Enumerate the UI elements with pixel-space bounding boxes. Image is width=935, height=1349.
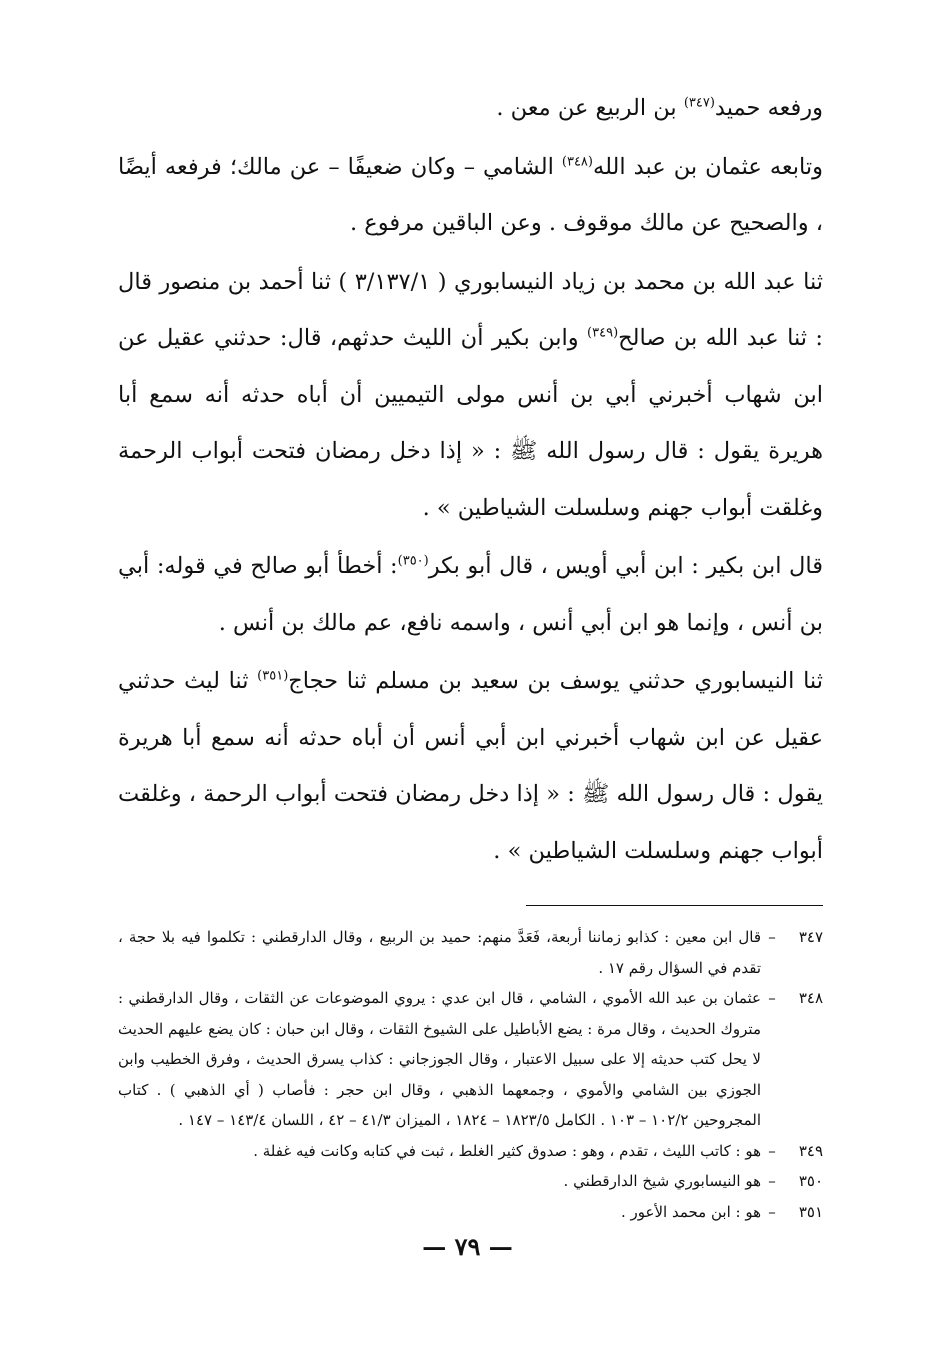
- footnote-ref: (٣٥٠): [397, 553, 429, 569]
- paragraph-text: قال ابن بكير : ابن أبي أويس ، قال أبو بكر: [428, 553, 823, 579]
- paragraph: [118, 254, 823, 537]
- footnote: [118, 1136, 823, 1167]
- footnote-ref: (٣٤٨): [561, 154, 593, 169]
- paragraph-text: ثنا عبد الله بن محمد بن زياد النيسابوري ( ٣/١٣٧/١ ) ثنا أحمد بن منصور قال : ثنا عبد الله بن صالح: [118, 268, 824, 351]
- page-number: — ٧٩ —: [422, 1232, 513, 1261]
- footnote: [118, 983, 823, 1136]
- paragraph: [118, 80, 823, 137]
- main-text: [118, 80, 823, 879]
- footnote-text: هو : كاتب الليث ، تقدم ، وهو : صدوق كثير الغلط ، ثبت في كتابه وكانت فيه غفلة .: [253, 1141, 761, 1160]
- footnote-ref: (٣٤٧): [683, 95, 715, 111]
- paragraph: [118, 653, 823, 879]
- footnote-number: ٣٤٨: [798, 989, 823, 1007]
- footnote-text: قال ابن معين : كذابو زماننا أربعة، فَعَدَّ منهم: حميد بن الربيع ، وقال الدارقطني : تكلموا فيه بلا حجة ، تقدم في السؤال رقم ١٧ .: [118, 928, 761, 977]
- footnote-number: ٣٥٠: [798, 1172, 823, 1190]
- paragraph-text: ثنا ليث حدثني عقيل عن ابن شهاب أخبرني ابن أبي أنس أن أباه حدثه أنه سمع أبا هريرة يقول : قال رسول الله ﷺ : « إذا دخل رمضان فتحت أبواب الرحمة ، وغلقت أبواب جهنم وسلسلت الشياطين » .: [118, 668, 823, 864]
- footnote-dash: –: [768, 928, 776, 946]
- footnote-ref: (٣٤٩): [587, 325, 619, 341]
- footnote: [118, 1197, 823, 1228]
- paragraph: [118, 538, 823, 651]
- paragraph-text: وابن بكير أن الليث حدثهم، قال: حدثني عقيل عن ابن شهاب أخبرني أبي بن أنس مولى التيميين أن أباه حدثه أنه سمع أبا هريرة يقول : قال رسول الله ﷺ : « إذا دخل رمضان فتحت أبواب الرحمة وغلقت أبواب جهنم وسلسلت الشياطين » .: [118, 325, 823, 521]
- footnote-divider: [526, 905, 823, 906]
- footnotes: [118, 922, 823, 1227]
- paragraph-text: الشامي – وكان ضعيفًا – عن مالك؛ فرفعه أيضًا ، والصحيح عن مالك موقوف . وعن الباقين مرفوع .: [118, 153, 823, 236]
- footnote-dash: –: [768, 989, 776, 1007]
- paragraph: [118, 139, 823, 252]
- footnote-text: هو : ابن محمد الأعور .: [620, 1202, 761, 1221]
- footnote-dash: –: [768, 1141, 776, 1160]
- footnote-ref: (٣٥١): [257, 668, 289, 684]
- paragraph-text: وتابعه عثمان بن عبد الله: [593, 153, 823, 180]
- paragraph-text: ورفعه حميد: [714, 95, 823, 121]
- footnote-number: ٣٥١: [798, 1202, 823, 1221]
- footnote-dash: –: [768, 1172, 776, 1190]
- paragraph-text: ثنا النيسابوري حدثني يوسف بن سعيد بن مسلم ثنا حجاج: [288, 668, 823, 694]
- footnote-number: ٣٤٧: [798, 928, 823, 946]
- footnote: [118, 1166, 823, 1197]
- footnote-number: ٣٤٩: [798, 1141, 823, 1160]
- paragraph-text: : أخطأ أبو صالح في قوله: أبي بن أنس ، وإنما هو ابن أبي أنس ، واسمه نافع، عم مالك بن أنس .: [118, 553, 823, 636]
- paragraph-text: بن الربيع عن معن .: [496, 95, 684, 121]
- footnote-dash: –: [768, 1202, 776, 1221]
- footnote: [118, 922, 823, 983]
- footnote-text: هو النيسابوري شيخ الدارقطني .: [563, 1172, 761, 1190]
- footnote-text: عثمان بن عبد الله الأموي ، الشامي ، قال ابن عدي : يروي الموضوعات عن الثقات ، وقال الدارقطني : متروك الحديث ، وقال مرة : يضع الأباطيل على الشيوخ الثقات ، وقال ابن حبان : كان يضع عليهم الحديث لا يحل كتب حديثه إلا على سبيل الاعتبار ، وقال الجوزجاني : كذاب يسرق الحديث ، وفرق الخطيب وابن الجوزي بين الشامي والأموي ، وجمعهما الذهبي ، وقال ابن حجر : فأصاب ( أي الذهبي ) . كتاب المجروحين ١٠٢/٢ – ١٠٣ . الكامل ١٨٢٣/٥ – ١٨٢٤ ، الميزان ٤١/٣ – ٤٢ ، اللسان ١٤٣/٤ – ١٤٧ .: [118, 989, 761, 1129]
